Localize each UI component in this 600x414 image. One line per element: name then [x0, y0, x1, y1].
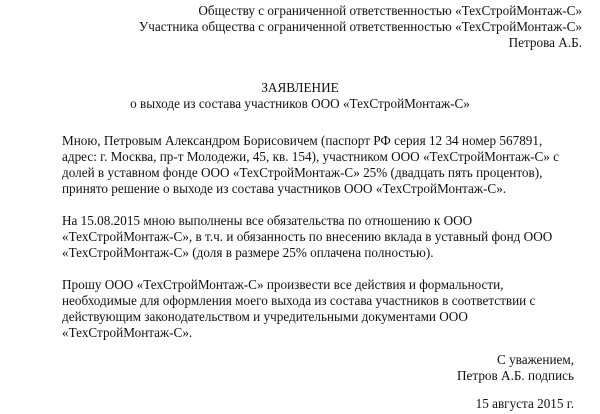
- closing-signature: Петров А.Б. подпись: [457, 368, 574, 383]
- paragraph-1-line-3: долей в уставном фонде ООО «ТехСтройМонтаж-С» 25% (двадцать пять процентов),: [62, 165, 543, 180]
- paragraph-1-line-2: адрес: г. Москва, пр-т Молодежи, 45, кв. 154), участником ООО «ТехСтройМонтаж-С» с: [62, 149, 560, 164]
- closing-regards: С уважением,: [497, 352, 574, 367]
- paragraph-2-line-3: «ТехСтройМонтаж-С» (доля в размере 25% оплачена полностью).: [62, 245, 434, 260]
- paragraph-2-line-1: На 15.08.2015 мною выполнены все обязательства по отношению к ООО: [62, 213, 473, 228]
- paragraph-2-line-2: «ТехСтройМонтаж-С», в т.ч. и обязанность по внесению вклада в уставный фонд ООО: [62, 229, 553, 244]
- paragraph-3-line-1: Прошу ООО «ТехСтройМонтаж-С» произвести все действия и формальности,: [62, 277, 504, 292]
- addressee-line-2: Участника общества с ограниченной ответственностью «ТехСтройМонтаж-С»: [138, 19, 582, 34]
- document-subject: о выходе из состава участников ООО «ТехСтройМонтаж-С»: [130, 96, 470, 111]
- addressee-line-1: Обществу с ограниченной ответственностью «ТехСтройМонтаж-С»: [198, 3, 582, 18]
- paragraph-3-line-2: необходимые для оформления моего выхода из состава участников в соответствии с: [62, 293, 536, 308]
- paragraph-3-line-3: действующим законодательством и учредительными документами ООО: [62, 309, 468, 324]
- paragraph-1-line-1: Мною, Петровым Александром Борисовичем (паспорт РФ серия 12 34 номер 567891,: [62, 133, 543, 148]
- applicant-name: Петрова А.Б.: [508, 35, 582, 50]
- paragraph-1-line-4: принято решение о выходе из состава участников ООО «ТехСтройМонтаж-С».: [62, 181, 507, 196]
- paragraph-3-line-4: «ТехСтройМонтаж-С».: [62, 325, 193, 340]
- document-title: ЗАЯВЛЕНИЕ: [261, 80, 339, 95]
- closing-date: 15 августа 2015 г.: [475, 396, 574, 411]
